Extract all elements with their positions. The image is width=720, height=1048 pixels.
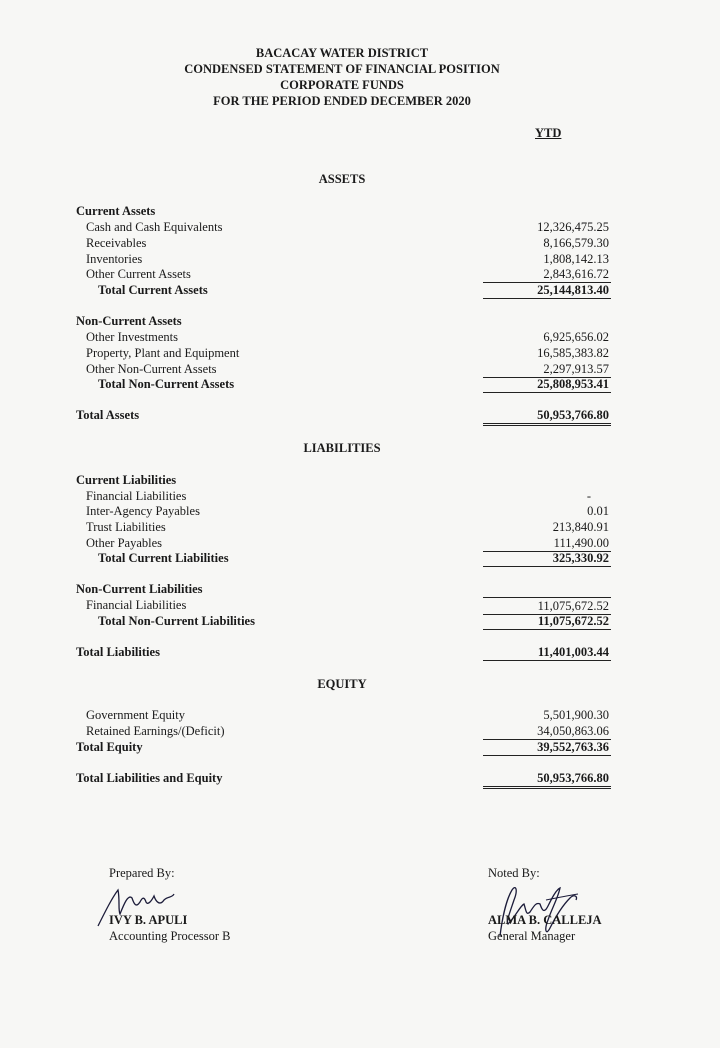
equity-section-title: EQUITY xyxy=(317,677,367,691)
line-item xyxy=(76,345,611,361)
current-assets-heading xyxy=(76,203,611,219)
subtotal-row xyxy=(76,376,611,392)
item-value: 2,297,913.57 xyxy=(483,361,611,378)
total-value: 39,552,763.36 xyxy=(483,739,611,756)
item-label: Receivables xyxy=(86,236,147,250)
item-label: Trust Liabilities xyxy=(86,520,166,534)
total-value: 11,401,003.44 xyxy=(483,644,611,661)
assets-section-title: ASSETS xyxy=(318,172,366,186)
heading-label: Non-Current Assets xyxy=(76,314,182,328)
total-assets-row xyxy=(76,407,611,423)
fund-title: CORPORATE FUNDS xyxy=(280,78,404,92)
line-item xyxy=(76,723,611,739)
item-label: Other Current Assets xyxy=(86,267,191,281)
total-label: Total Equity xyxy=(76,740,143,754)
period-title: FOR THE PERIOD ENDED DECEMBER 2020 xyxy=(213,94,471,108)
item-label: Property, Plant and Equipment xyxy=(86,346,240,360)
line-item xyxy=(76,707,611,723)
item-label: Inter-Agency Payables xyxy=(86,504,200,518)
noted-name: ALMA B. CALLEJA xyxy=(488,913,602,927)
total-label: Total Assets xyxy=(76,408,140,422)
item-label: Other Investments xyxy=(86,330,178,344)
liabilities-section-title: LIABILITIES xyxy=(303,441,381,455)
ytd-column-header: YTD xyxy=(535,126,562,140)
total-liabilities-row xyxy=(76,644,611,660)
line-item xyxy=(76,219,611,235)
line-item xyxy=(76,597,611,613)
item-label: Inventories xyxy=(86,252,143,266)
subtotal-label: Total Current Assets xyxy=(98,283,208,297)
prepared-name: IVY B. APULI xyxy=(109,913,188,927)
line-item xyxy=(76,329,611,345)
noncurrent-liabilities-heading xyxy=(76,581,611,597)
item-value: 6,925,656.02 xyxy=(543,330,609,344)
total-equity-row xyxy=(76,739,611,755)
total-label: Total Liabilities xyxy=(76,645,160,659)
line-item xyxy=(76,503,611,519)
line-item xyxy=(76,519,611,535)
current-liabilities-heading xyxy=(76,472,611,488)
statement-title: CONDENSED STATEMENT OF FINANCIAL POSITION xyxy=(184,62,500,76)
subtotal-row xyxy=(76,550,611,566)
item-value: 12,326,475.25 xyxy=(537,220,609,234)
line-item xyxy=(76,488,611,504)
prepared-by-label: Prepared By: xyxy=(109,866,175,880)
subtotal-label: Total Non-Current Liabilities xyxy=(98,614,255,628)
item-value: 1,808,142.13 xyxy=(543,252,609,266)
line-item xyxy=(76,535,611,551)
heading-label: Non-Current Liabilities xyxy=(76,582,203,596)
noncurrent-assets-heading xyxy=(76,313,611,329)
subtotal-value: 11,075,672.52 xyxy=(483,613,611,630)
item-value: 2,843,616.72 xyxy=(483,266,611,283)
item-label: Cash and Cash Equivalents xyxy=(86,220,223,234)
subtotal-label: Total Non-Current Assets xyxy=(98,377,235,391)
total-liabilities-equity-row xyxy=(76,770,611,786)
item-value: 213,840.91 xyxy=(552,520,609,534)
noted-by-label: Noted By: xyxy=(488,866,540,880)
prepared-role: Accounting Processor B xyxy=(109,929,231,943)
line-item xyxy=(76,361,611,377)
item-value: 8,166,579.30 xyxy=(543,236,609,250)
line-item xyxy=(76,266,611,282)
subtotal-row xyxy=(76,282,611,298)
item-label: Financial Liabilities xyxy=(86,489,187,503)
line-item xyxy=(76,251,611,267)
subtotal-value: 25,808,953.41 xyxy=(483,376,611,393)
subtotal-value: 25,144,813.40 xyxy=(483,282,611,299)
item-value: - xyxy=(586,489,591,503)
item-label: Other Payables xyxy=(86,536,163,550)
total-value: 50,953,766.80 xyxy=(483,407,611,426)
item-value: 34,050,863.06 xyxy=(483,723,611,740)
item-value: 0.01 xyxy=(587,504,609,518)
noted-role: General Manager xyxy=(488,929,576,943)
item-label: Government Equity xyxy=(86,708,185,722)
subtotal-label: Total Current Liabilities xyxy=(98,551,229,565)
line-item xyxy=(76,235,611,251)
item-value: 5,501,900.30 xyxy=(543,708,609,722)
item-label: Financial Liabilities xyxy=(86,598,187,612)
subtotal-row xyxy=(76,613,611,629)
item-value: 111,490.00 xyxy=(483,535,611,552)
item-label: Other Non-Current Assets xyxy=(86,362,217,376)
heading-label: Current Assets xyxy=(76,204,156,218)
item-value: 11,075,672.52 xyxy=(483,597,611,615)
heading-label: Current Liabilities xyxy=(76,473,177,487)
total-label: Total Liabilities and Equity xyxy=(76,771,223,785)
total-value: 50,953,766.80 xyxy=(483,770,611,789)
company-name: BACACAY WATER DISTRICT xyxy=(255,46,429,60)
item-value: 16,585,383.82 xyxy=(537,346,609,360)
subtotal-value: 325,330.92 xyxy=(483,550,611,567)
item-label: Retained Earnings/(Deficit) xyxy=(86,724,225,738)
